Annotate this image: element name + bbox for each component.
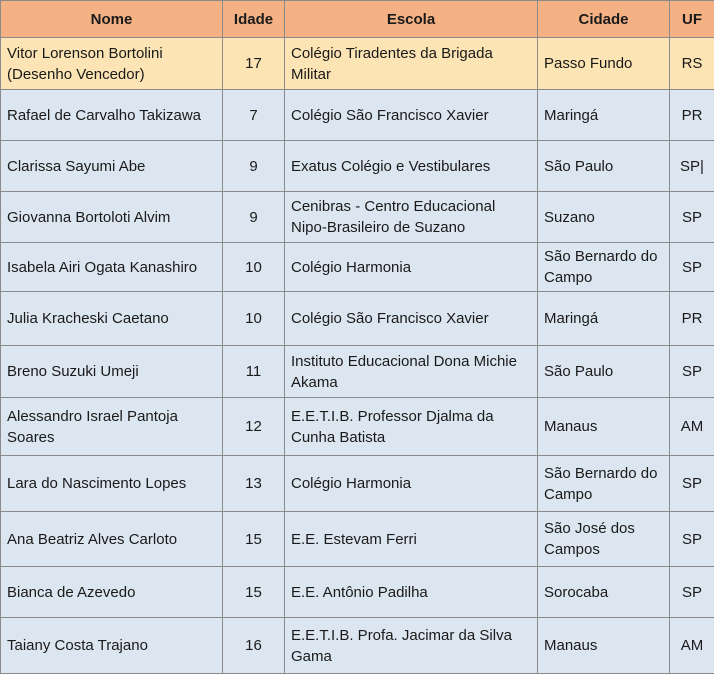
table-row [1, 346, 714, 398]
cell-escola: Instituto Educacional Dona Michie Akama [285, 346, 538, 398]
cell-idade: 10 [223, 243, 285, 292]
cell-idade: 7 [223, 90, 285, 141]
cell-escola: Colégio São Francisco Xavier [285, 292, 538, 346]
cell-escola: E.E. Antônio Padilha [285, 567, 538, 618]
cell-cidade: Passo Fundo [538, 38, 670, 90]
cell-uf: SP [670, 243, 714, 292]
cell-idade: 13 [223, 456, 285, 512]
table-row [1, 567, 714, 618]
cell-nome: Vitor Lorenson Bortolini (Desenho Vencedor) [1, 38, 223, 90]
cell-cidade: Maringá [538, 90, 670, 141]
cell-idade: 12 [223, 398, 285, 456]
header-uf: UF [670, 1, 714, 38]
cell-uf: SP [670, 192, 714, 243]
cell-nome: Alessandro Israel Pantoja Soares [1, 398, 223, 456]
cell-idade: 17 [223, 38, 285, 90]
cell-uf: PR [670, 292, 714, 346]
cell-nome: Ana Beatriz Alves Carloto [1, 512, 223, 567]
cell-escola: Cenibras - Centro Educacional Nipo-Brasileiro de Suzano [285, 192, 538, 243]
cell-cidade: Maringá [538, 292, 670, 346]
header-idade: Idade [223, 1, 285, 38]
header-row [1, 1, 714, 38]
table-row [1, 618, 714, 674]
cell-idade: 16 [223, 618, 285, 674]
cell-cidade: São Bernardo do Campo [538, 243, 670, 292]
cell-idade: 15 [223, 567, 285, 618]
table-row [1, 512, 714, 567]
header-cidade: Cidade [538, 1, 670, 38]
cell-nome: Bianca de Azevedo [1, 567, 223, 618]
cell-nome: Breno Suzuki Umeji [1, 346, 223, 398]
cell-uf: SP [670, 512, 714, 567]
table-row [1, 243, 714, 292]
cell-idade: 15 [223, 512, 285, 567]
table-row [1, 292, 714, 346]
cell-cidade: Suzano [538, 192, 670, 243]
cell-uf: AM [670, 398, 714, 456]
cell-cidade: Manaus [538, 618, 670, 674]
cell-escola: Colégio Harmonia [285, 456, 538, 512]
cell-uf: PR [670, 90, 714, 141]
cell-nome: Giovanna Bortoloti Alvim [1, 192, 223, 243]
cell-idade: 11 [223, 346, 285, 398]
cell-cidade: São Paulo [538, 141, 670, 192]
cell-idade: 9 [223, 141, 285, 192]
table-row [1, 90, 714, 141]
table-body [1, 38, 714, 674]
cell-uf: SP| [670, 141, 714, 192]
cell-cidade: São Bernardo do Campo [538, 456, 670, 512]
cell-nome: Isabela Airi Ogata Kanashiro [1, 243, 223, 292]
table-row [1, 398, 714, 456]
cell-escola: Colégio Tiradentes da Brigada Militar [285, 38, 538, 90]
table-row [1, 141, 714, 192]
cell-idade: 9 [223, 192, 285, 243]
header-nome: Nome [1, 1, 223, 38]
cell-uf: SP [670, 346, 714, 398]
cell-uf: SP [670, 567, 714, 618]
table-row [1, 456, 714, 512]
cell-nome: Julia Kracheski Caetano [1, 292, 223, 346]
cell-cidade: São José dos Campos [538, 512, 670, 567]
cell-idade: 10 [223, 292, 285, 346]
cell-escola: E.E.T.I.B. Profa. Jacimar da Silva Gama [285, 618, 538, 674]
cell-escola: Exatus Colégio e Vestibulares [285, 141, 538, 192]
cell-escola: E.E. Estevam Ferri [285, 512, 538, 567]
cell-cidade: Manaus [538, 398, 670, 456]
cell-cidade: Sorocaba [538, 567, 670, 618]
cell-uf: RS [670, 38, 714, 90]
cell-nome: Rafael de Carvalho Takizawa [1, 90, 223, 141]
cell-escola: E.E.T.I.B. Professor Djalma da Cunha Batista [285, 398, 538, 456]
cell-escola: Colégio Harmonia [285, 243, 538, 292]
table-row [1, 192, 714, 243]
cell-nome: Clarissa Sayumi Abe [1, 141, 223, 192]
header-escola: Escola [285, 1, 538, 38]
cell-escola: Colégio São Francisco Xavier [285, 90, 538, 141]
cell-uf: AM [670, 618, 714, 674]
table-row-winner [1, 38, 714, 90]
cell-uf: SP [670, 456, 714, 512]
cell-cidade: São Paulo [538, 346, 670, 398]
table-header [1, 1, 714, 38]
cell-nome: Lara do Nascimento Lopes [1, 456, 223, 512]
cell-nome: Taiany Costa Trajano [1, 618, 223, 674]
